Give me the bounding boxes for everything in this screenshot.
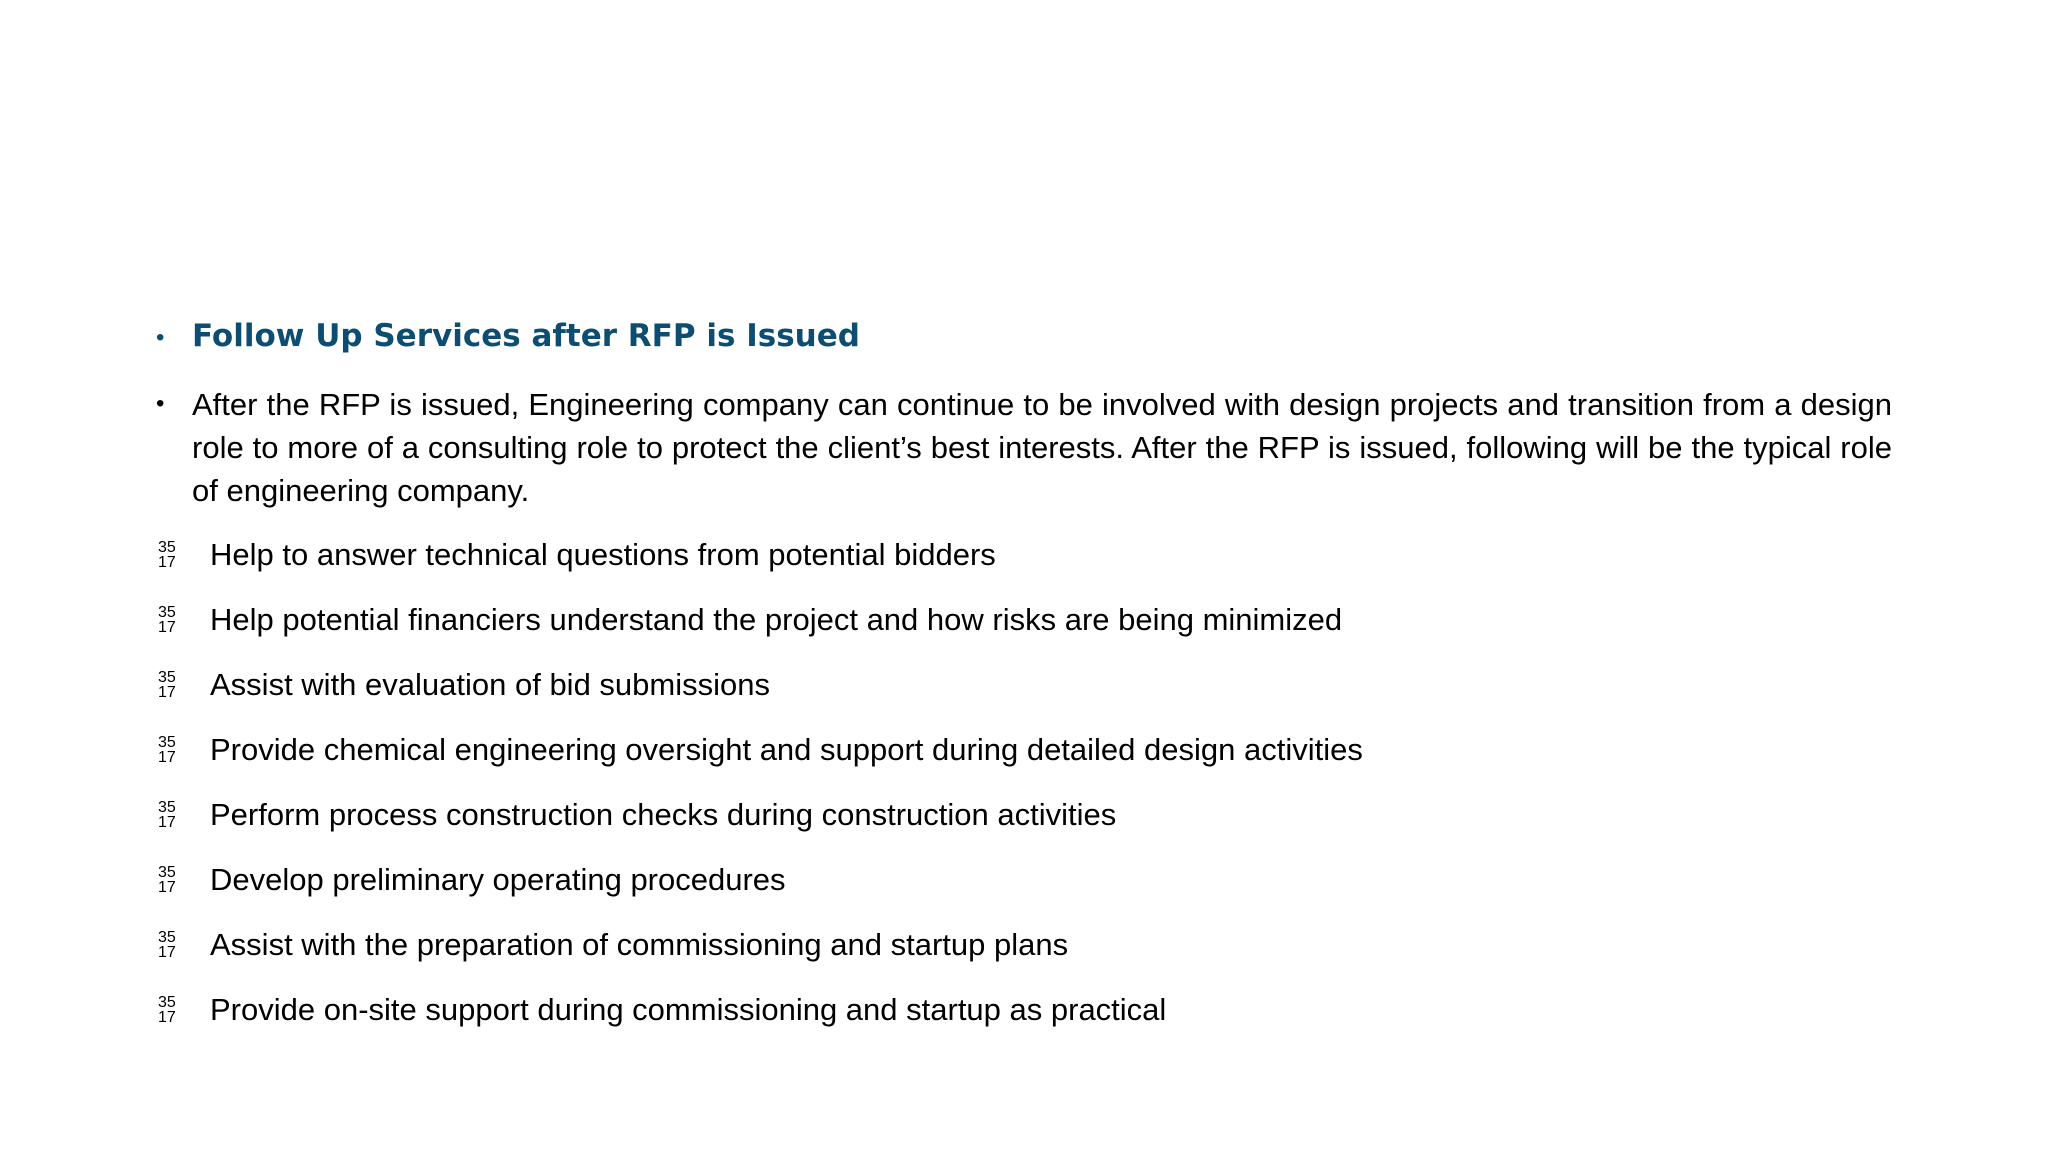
list-item-text: Develop preliminary operating procedures [210,862,786,897]
list-item [158,985,1166,1035]
list-item-text: Help to answer technical questions from potential bidders [210,537,996,572]
section-heading: Follow Up Services after RFP is Issued [192,318,860,354]
list-item-text: Assist with evaluation of bid submissions [210,667,770,702]
list-item-text: Help potential financiers understand the project and how risks are being minimized [210,602,1343,637]
bullet-marker-icon: 35 17 [158,604,176,636]
bullet-marker-icon: 35 17 [158,539,176,571]
list-item-text: Provide chemical engineering oversight and support during detailed design activities [210,732,1363,767]
list-item [158,920,1068,970]
list-item-text: Assist with the preparation of commissioning and startup plans [210,927,1069,962]
list-item [158,790,1116,840]
heading-bullet-icon: • [156,324,165,351]
intro-bullet-icon: • [156,390,165,417]
list-item [158,725,1363,775]
list-item-text: Provide on-site support during commissioning and startup as practical [210,992,1167,1027]
bullet-marker-icon: 35 17 [158,734,176,766]
bullet-marker-icon: 35 17 [158,669,176,701]
bullet-marker-icon: 35 17 [158,994,176,1026]
list-item [158,660,770,710]
bullet-marker-icon: 35 17 [158,799,176,831]
bullet-marker-icon: 35 17 [158,929,176,961]
bullet-marker-icon: 35 17 [158,864,176,896]
list-item [158,855,786,905]
list-item [158,530,996,580]
intro-paragraph: After the RFP is issued, Engineering company can continue to be involved with design projects and transition from a design role to more of a consulting role to protect the client’s best interests. After the RFP is issued, following will be the typical role of engineering company. [192,387,1892,508]
list-item-text: Perform process construction checks during construction activities [210,797,1117,832]
list-item [158,595,1342,645]
